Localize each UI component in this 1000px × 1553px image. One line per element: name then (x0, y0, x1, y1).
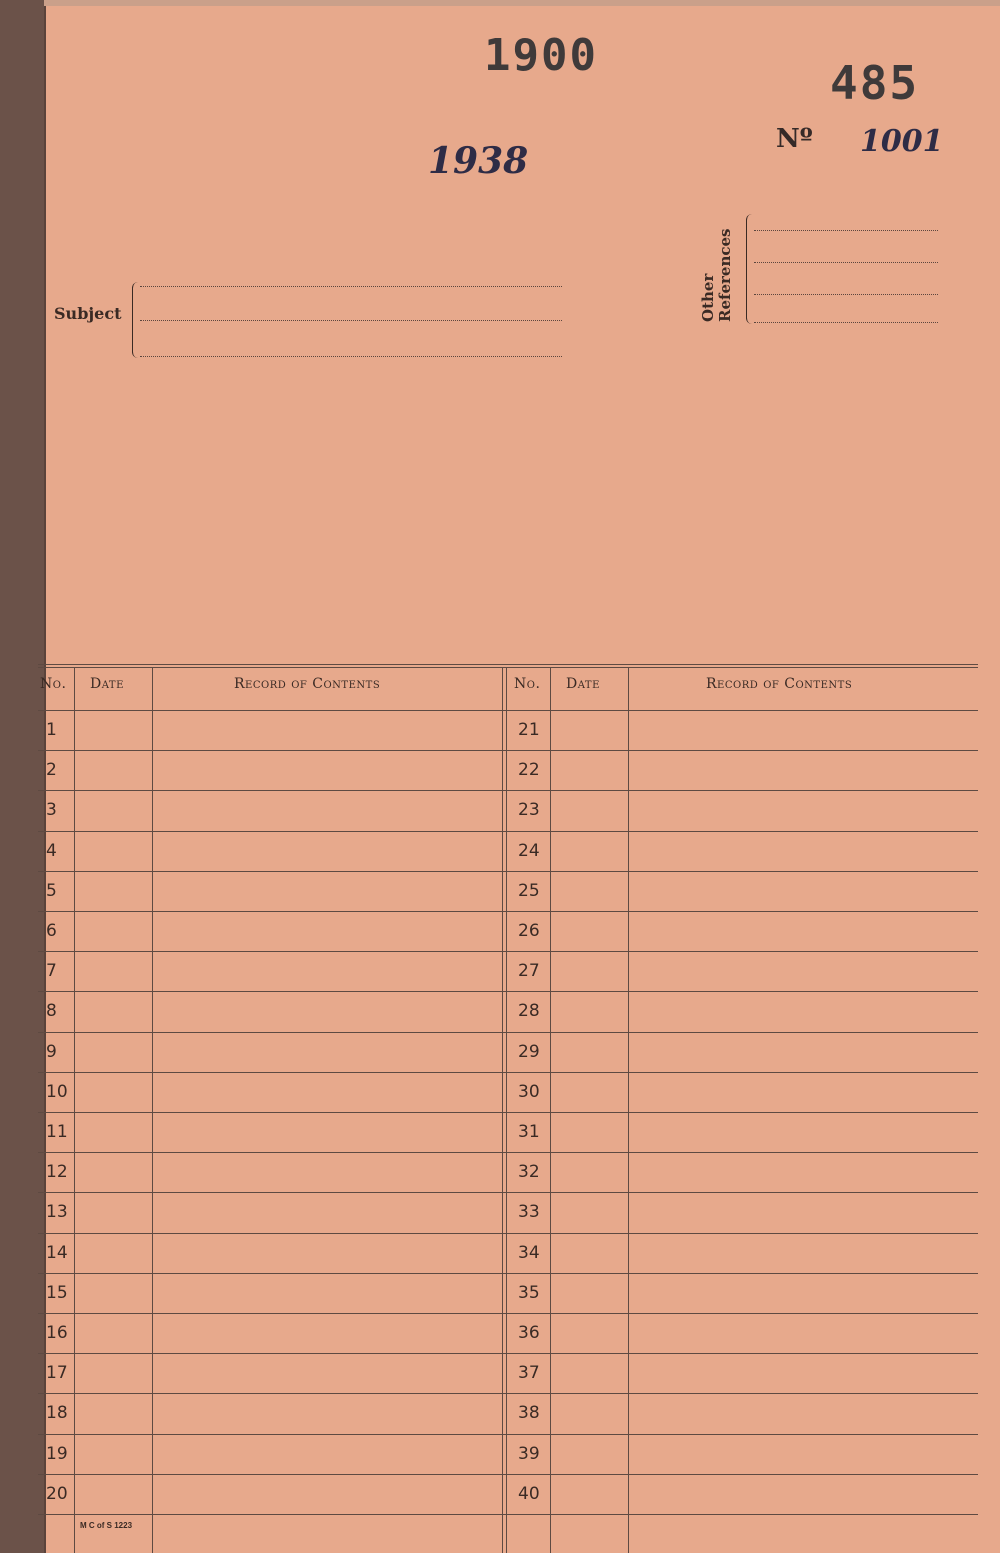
row-number-right: 21 (518, 720, 540, 740)
row-rule (38, 1233, 978, 1234)
stamped-year: 1900 (484, 30, 598, 81)
row-rule (38, 1192, 978, 1193)
row-number-right: 36 (518, 1323, 540, 1343)
row-number-left: 20 (46, 1484, 68, 1504)
row-number-right: 37 (518, 1363, 540, 1383)
row-rule (38, 1474, 978, 1475)
other-references-line-3[interactable] (754, 294, 938, 295)
row-number-left: 5 (46, 881, 57, 901)
folder-top-edge (44, 0, 1000, 6)
col-divider-middle (502, 668, 503, 1553)
row-number-right: 26 (518, 921, 540, 941)
col-divider-left-date (152, 668, 153, 1553)
row-number-right: 27 (518, 961, 540, 981)
row-number-left: 19 (46, 1444, 68, 1464)
row-number-left: 16 (46, 1323, 68, 1343)
row-number-left: 6 (46, 921, 57, 941)
row-number-left: 13 (46, 1202, 68, 1222)
subject-line-3[interactable] (140, 356, 562, 357)
row-number-left: 18 (46, 1403, 68, 1423)
row-number-left: 2 (46, 760, 57, 780)
stamped-file-number: 485 (830, 56, 920, 110)
row-rule (38, 831, 978, 832)
row-number-right: 23 (518, 800, 540, 820)
row-number-right: 34 (518, 1243, 540, 1263)
row-number-left: 11 (46, 1122, 68, 1142)
row-number-right: 31 (518, 1122, 540, 1142)
row-number-right: 32 (518, 1162, 540, 1182)
header-date-left: Date (90, 676, 124, 692)
other-references-line-1[interactable] (754, 230, 938, 231)
row-number-left: 4 (46, 841, 57, 861)
row-number-left: 8 (46, 1001, 57, 1021)
contents-table (38, 664, 978, 1553)
other-references-line-4[interactable] (754, 322, 938, 323)
other-references-label-line-2: References (716, 228, 734, 322)
other-references-line-2[interactable] (754, 262, 938, 263)
row-rule (38, 1072, 978, 1073)
handwritten-number: 1001 (860, 124, 944, 159)
row-number-right: 35 (518, 1283, 540, 1303)
row-rule (38, 1273, 978, 1274)
table-top-rule-inner (38, 667, 978, 668)
subject-line-1[interactable] (140, 286, 562, 287)
row-number-right: 28 (518, 1001, 540, 1021)
row-number-right: 25 (518, 881, 540, 901)
table-top-rule (38, 664, 978, 665)
row-number-left: 1 (46, 720, 57, 740)
row-number-left: 3 (46, 800, 57, 820)
subject-line-2[interactable] (140, 320, 562, 321)
row-rule (38, 871, 978, 872)
row-rule (38, 1313, 978, 1314)
row-number-right: 24 (518, 841, 540, 861)
header-no-right: No. (514, 676, 541, 692)
row-number-right: 33 (518, 1202, 540, 1222)
row-rule (38, 1353, 978, 1354)
row-number-left: 7 (46, 961, 57, 981)
row-rule (38, 790, 978, 791)
row-rule (38, 911, 978, 912)
row-rule (38, 991, 978, 992)
other-references-label (700, 229, 734, 322)
row-rule (38, 1434, 978, 1435)
row-number-left: 9 (46, 1042, 57, 1062)
header-no-left: No. (40, 676, 67, 692)
row-rule (38, 1152, 978, 1153)
row-rule (38, 1112, 978, 1113)
row-number-right: 22 (518, 760, 540, 780)
row-rule (38, 1514, 978, 1515)
col-divider-middle-inner (506, 668, 507, 1553)
header-date-right: Date (566, 676, 600, 692)
row-number-left: 14 (46, 1243, 68, 1263)
other-references-label-line-1: Other (699, 273, 717, 322)
row-number-left: 15 (46, 1283, 68, 1303)
row-number-right: 39 (518, 1444, 540, 1464)
row-number-right: 38 (518, 1403, 540, 1423)
printer-mark: M C of S 1223 (80, 1521, 133, 1530)
header-record-right: Record of Contents (706, 676, 853, 692)
header-record-left: Record of Contents (234, 676, 381, 692)
col-divider-right-date (628, 668, 629, 1553)
row-number-left: 17 (46, 1363, 68, 1383)
subject-label: Subject (54, 304, 122, 323)
col-divider-left-no (74, 668, 75, 1553)
row-number-right: 30 (518, 1082, 540, 1102)
header-rule (38, 710, 978, 711)
row-number-left: 12 (46, 1162, 68, 1182)
row-rule (38, 1393, 978, 1394)
row-number-right: 29 (518, 1042, 540, 1062)
row-number-right: 40 (518, 1484, 540, 1504)
row-number-left: 10 (46, 1082, 68, 1102)
col-divider-right-no (550, 668, 551, 1553)
number-label: Nº (776, 124, 813, 154)
row-rule (38, 1032, 978, 1033)
row-rule (38, 951, 978, 952)
row-rule (38, 750, 978, 751)
handwritten-year: 1938 (428, 140, 529, 182)
